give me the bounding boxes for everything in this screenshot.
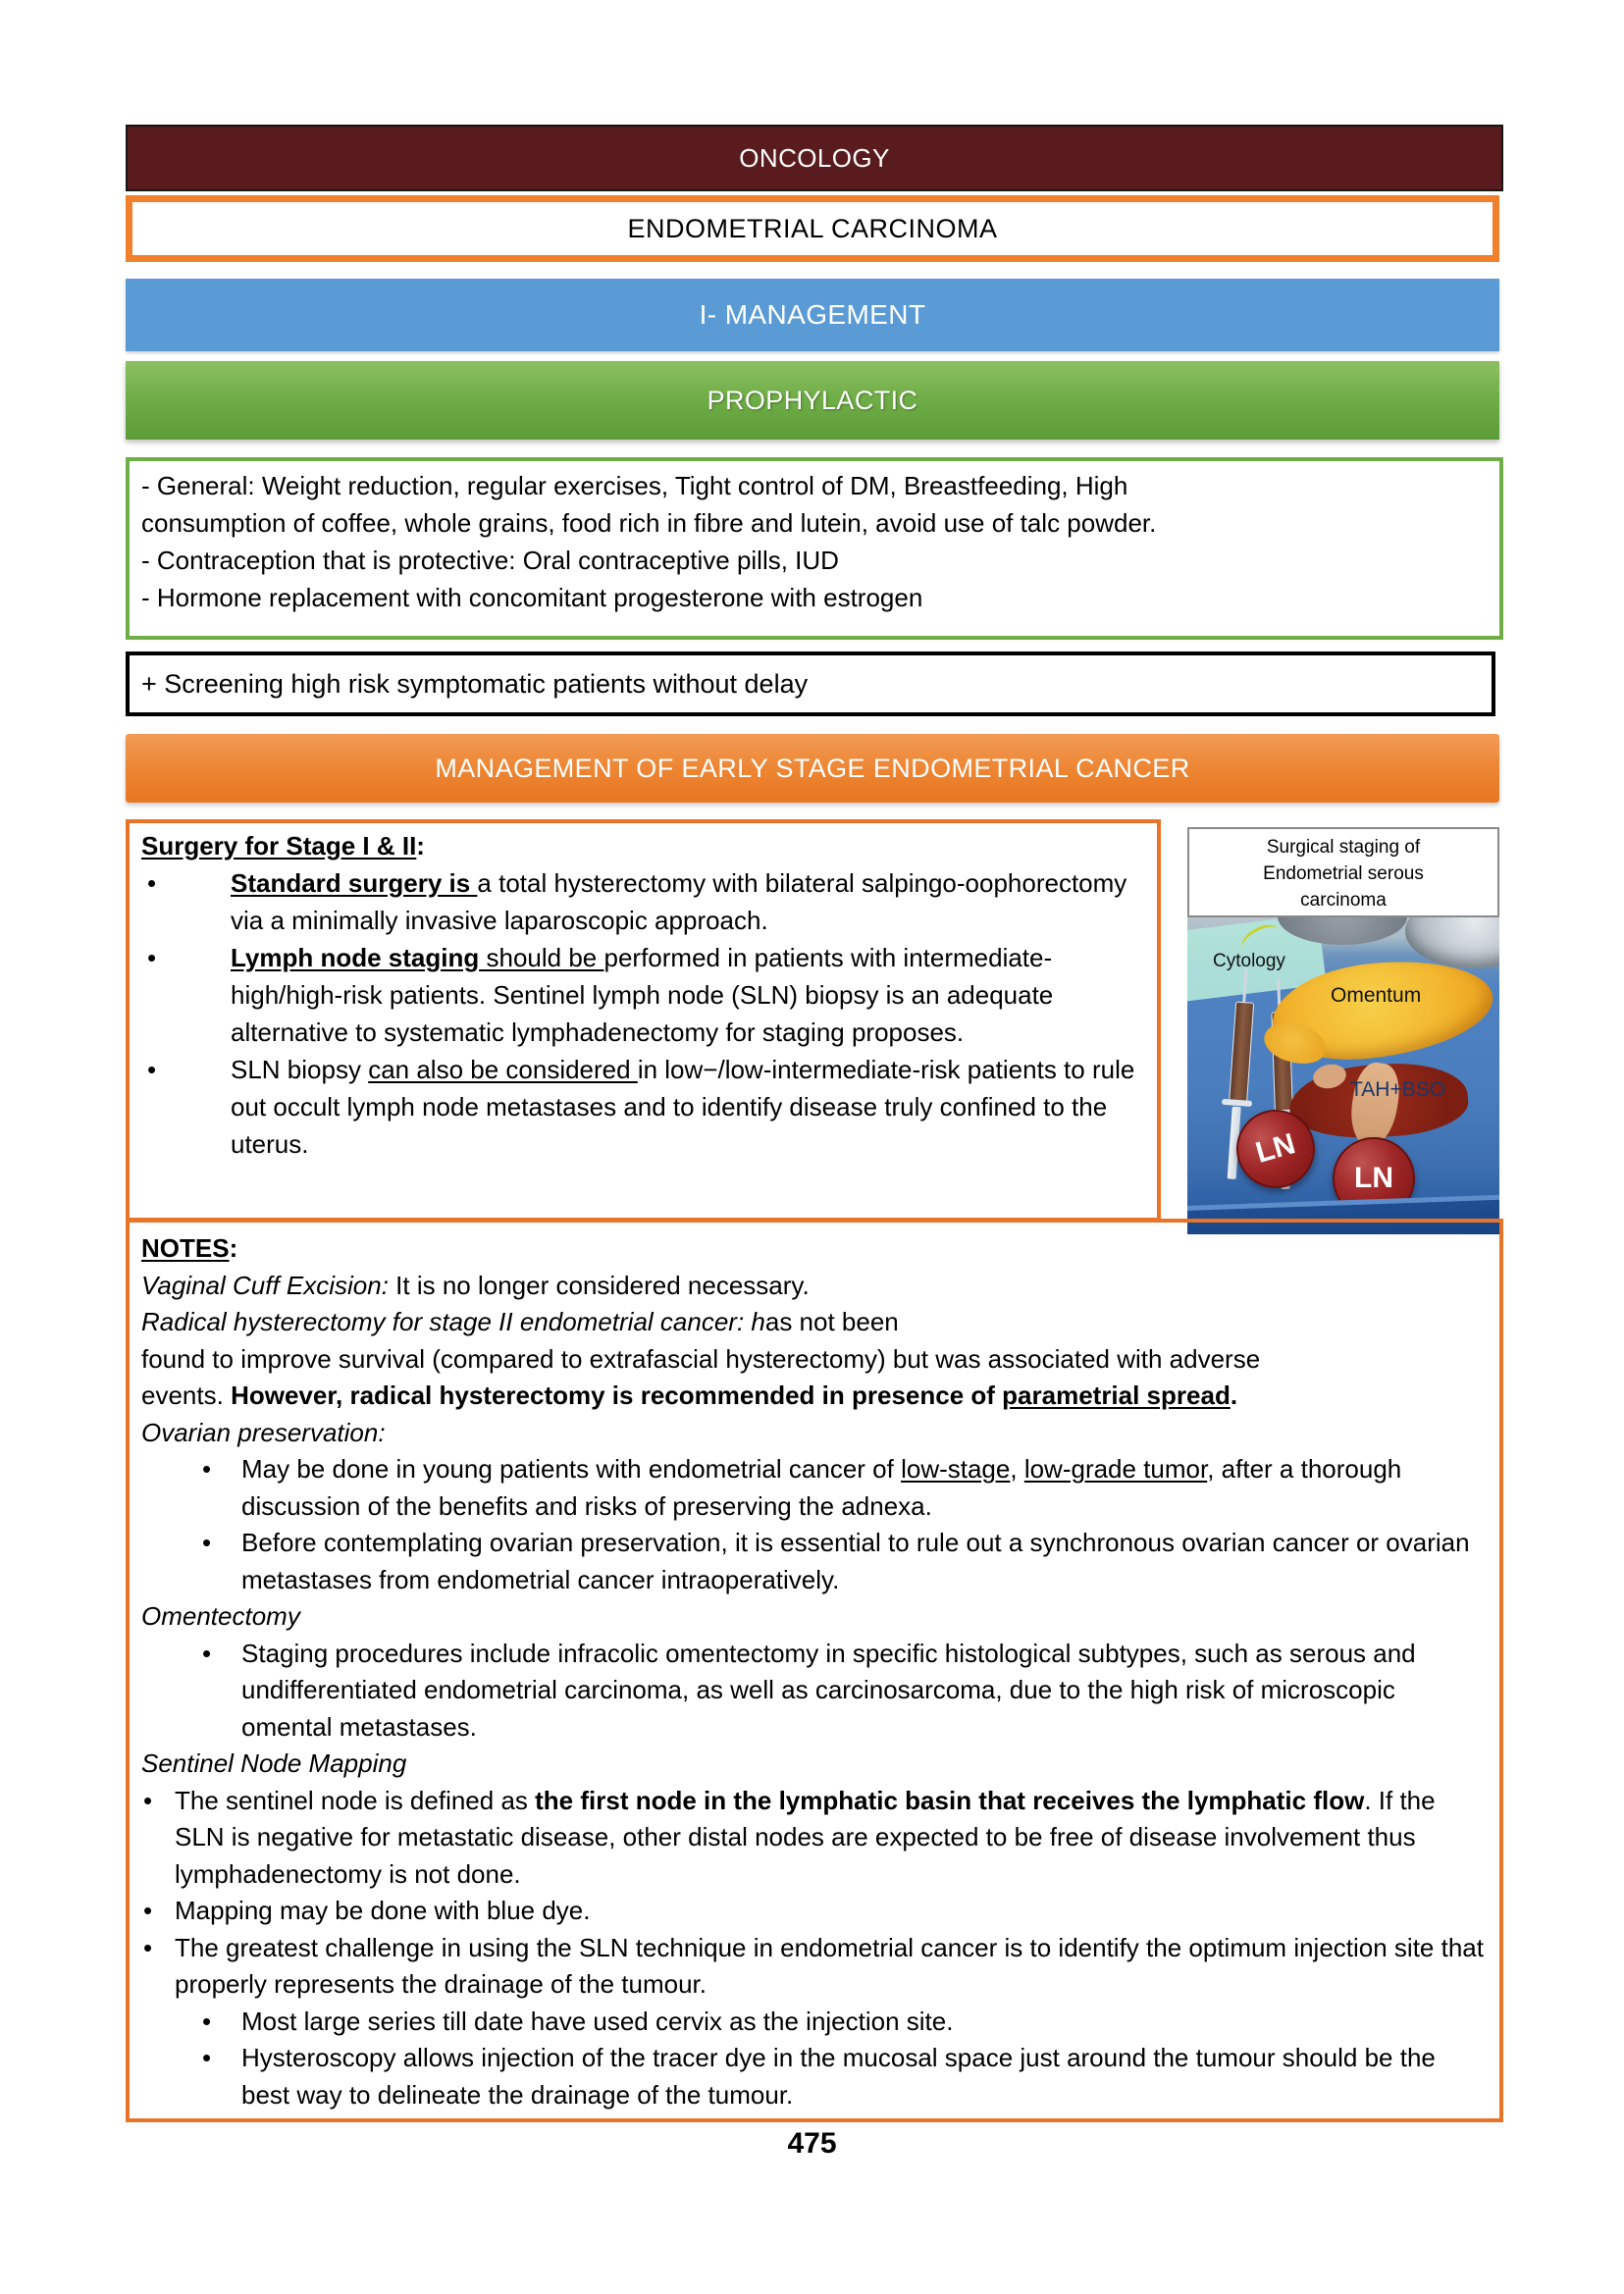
notes-heading: NOTES: <box>141 1233 238 1263</box>
notes-paragraph: events. However, radical hysterectomy is recommended in presence of parametrial spread. <box>141 1381 1238 1410</box>
prophylactic-header-bar <box>126 361 1499 440</box>
surgical-staging-figure <box>1187 827 1499 1234</box>
notes-bullet: • Staging procedures include infracolic omentectomy in specific histological subtypes, such as serous and undifferentiated endometrial carcinoma, as well as carcinosarcoma, due to the high risk of microscopic omental metastases. <box>141 1636 1488 1747</box>
prophylactic-lines <box>141 467 1488 616</box>
syringe-flange <box>1222 1099 1252 1107</box>
prophylactic-line: consumption of coffee, whole grains, food rich in fibre and lutein, avoid use of talc powder. <box>141 508 1157 538</box>
bullet-marker: • <box>143 1932 153 1962</box>
prophylactic-line: - Contraception that is protective: Oral contraceptive pills, IUD <box>141 546 839 575</box>
notes-bullet: • May be done in young patients with endometrial cancer of low-stage, low-grade tumor, after a thorough discussion of the benefits and risks of preserving the adnexa. <box>141 1451 1488 1525</box>
notes-box <box>126 1219 1503 2122</box>
prophylactic-line: - General: Weight reduction, regular exercises, Tight control of DM, Breastfeeding, High <box>141 471 1128 500</box>
ln-label: LN <box>1252 1127 1299 1170</box>
bullet-marker: • <box>202 1638 212 1668</box>
notes-bullet: • The greatest challenge in using the SLN technique in endometrial cancer is to identify the optimum injection site that properly represents the drainage of the tumour. <box>141 1930 1488 2004</box>
notes-block-list <box>141 1268 1488 2114</box>
notes-paragraph: Omentectomy <box>141 1601 300 1631</box>
bullet-marker: • <box>147 868 157 898</box>
bullet-marker: • <box>143 1896 153 1925</box>
notes-bullet: • Hysteroscopy allows injection of the tracer dye in the mucosal space just around the tumour should be the best way to delineate the drainage of the tumour. <box>141 2040 1488 2113</box>
management-header-label: I- MANAGEMENT <box>699 299 926 330</box>
notes-bullet: • Most large series till date have used cervix as the injection site. <box>141 2004 1488 2041</box>
prophylactic-header-label: PROPHYLACTIC <box>707 385 918 415</box>
bullet-marker: • <box>202 1454 212 1484</box>
notes-paragraph: Sentinel Node Mapping <box>141 1748 407 1778</box>
notes-paragraph: Ovarian preservation: <box>141 1417 386 1447</box>
metal-bowl-right <box>1405 917 1499 968</box>
surgery-bullet: • Lymph node staging should be performed in patients with intermediate-high/high-risk patients. Sentinel lymph node (SLN) biopsy is an adequate alternative to systematic lymphadenectomy for staging proposes. <box>141 939 1145 1051</box>
syringe-barrel <box>1229 1002 1254 1103</box>
notes-paragraph: Radical hysterectomy for stage II endometrial cancer: has not been <box>141 1307 899 1336</box>
notes-paragraph: found to improve survival (compared to extrafascial hysterectomy) but was associated with adverse <box>141 1343 1261 1374</box>
notes-bullet: • Mapping may be done with blue dye. <box>141 1893 1488 1930</box>
bullet-marker: • <box>202 1528 212 1557</box>
prophylactic-line: - Hormone replacement with concomitant progesterone with estrogen <box>141 583 923 612</box>
omentum-label: Omentum <box>1331 984 1422 1007</box>
page-title: ENDOMETRIAL CARCINOMA <box>627 213 998 243</box>
management-header-bar <box>126 279 1499 351</box>
oncology-header-bar <box>126 125 1503 191</box>
surgical-staging-photo <box>1187 917 1499 1234</box>
syringe-needle <box>1242 968 1247 1002</box>
surgery-bullet: • Standard surgery is a total hysterectomy with bilateral salpingo-oophorectomy via a minimally invasive laparoscopic approach. <box>141 864 1145 939</box>
oncology-header-label: ONCOLOGY <box>739 142 890 173</box>
title-box <box>126 195 1499 262</box>
bullet-marker: • <box>143 1785 153 1815</box>
surgery-heading: Surgery for Stage I & II: <box>141 831 425 860</box>
screening-note-text: + Screening high risk symptomatic patients without delay <box>141 668 809 699</box>
notes-paragraph: Vaginal Cuff Excision: It is no longer considered necessary. <box>141 1270 810 1300</box>
early-stage-banner-label: MANAGEMENT OF EARLY STAGE ENDOMETRIAL CANCER <box>435 753 1190 783</box>
surgery-box <box>126 819 1161 1222</box>
notes-bullet: • Before contemplating ovarian preservation, it is essential to rule out a synchronous ovarian cancer or ovarian metastases from endometrial cancer intraoperatively. <box>141 1525 1488 1598</box>
bullet-marker: • <box>202 2006 212 2036</box>
bullet-marker: • <box>147 943 157 972</box>
surgery-bullet-list <box>141 864 1145 1163</box>
prophylactic-content-box <box>126 457 1503 640</box>
bullet-marker: • <box>202 2043 212 2072</box>
cytology-label: Cytology <box>1213 951 1285 971</box>
notes-bullet: • The sentinel node is defined as the first node in the lymphatic basin that receives the lymphatic flow. If the SLN is negative for metastatic disease, other distal nodes are expected to be free of disease involvement thus lymphadenectomy is not done. <box>141 1783 1488 1894</box>
figure-caption-line: Surgical staging of <box>1266 837 1421 858</box>
figure-caption-line: Endometrial serous <box>1263 863 1424 884</box>
figure-caption-line: carcinoma <box>1300 890 1387 911</box>
ln-label: LN <box>1354 1162 1393 1194</box>
early-stage-banner <box>126 734 1499 803</box>
page-number: 475 <box>787 2127 837 2160</box>
bullet-marker: • <box>147 1055 157 1084</box>
figure-caption <box>1187 827 1499 917</box>
surgery-bullet: • SLN biopsy can also be considered in low−/low-intermediate-risk patients to rule out occult lymph node metastases and to identify disease truly confined to the uterus. <box>141 1051 1145 1163</box>
tah-bso-label: TAH+BSO <box>1350 1078 1446 1101</box>
screening-note-box <box>126 652 1495 716</box>
